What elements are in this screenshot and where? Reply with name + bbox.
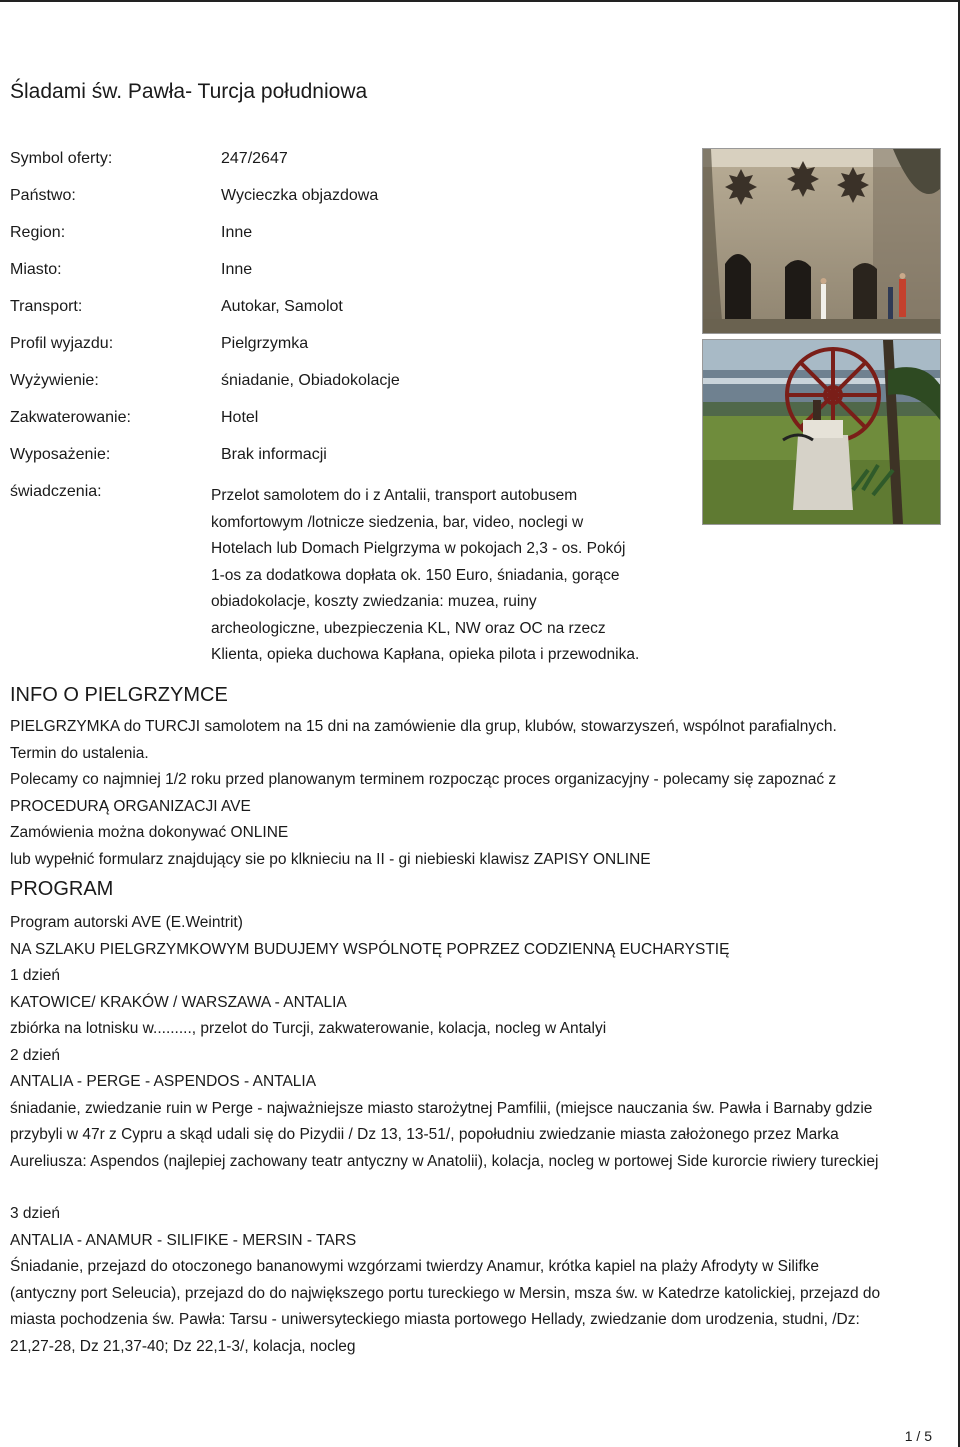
program-line: NA SZLAKU PIELGRZYMKOWYM BUDUJEMY WSPÓLNOTĘ POPRZEZ CODZIENNĄ EUCHARYSTIĘ (10, 940, 730, 958)
info-line: Termin do ustalenia. (10, 744, 149, 762)
info-line: Polecamy co najmniej 1/2 roku przed planowanym terminem rozpocząc proces organizacyjny - polecamy się zapoznać z (10, 771, 837, 788)
services-line: Hotelach lub Domach Pielgrzyma w pokojach 2,3 - os. Pokój (211, 540, 626, 557)
program-line: 2 dzień (10, 1046, 60, 1064)
info-line: PROCEDURĄ ORGANIZACJI AVE (10, 797, 251, 815)
program-line: ANTALIA - ANAMUR - SILIFIKE - MERSIN - TARS (10, 1231, 357, 1249)
services-line: obiadokolacje, koszty zwiedzania: muzea, ruiny (211, 593, 537, 610)
info-label: Transport: (10, 298, 83, 315)
services-description (211, 483, 681, 669)
program-heading: PROGRAM (10, 878, 114, 900)
info-paragraph (10, 714, 955, 873)
program-line: Aureliusza: Aspendos (najlepiej zachowany teatr antyczny w Anatolii), kolacja, nocleg w portowej Side kurorcie riwiery tureckiej (10, 1152, 879, 1170)
program-line: przybyli w 47r z Cypru a skąd udali się do Pizydii / Dz 13, 13-51/, popołudniu zwiedzanie miasta założonego przez Marka (10, 1126, 839, 1143)
info-label: Symbol oferty: (10, 150, 113, 167)
services-line: Klienta, opieka duchowa Kapłana, opieka pilota i przewodnika. (211, 646, 640, 663)
info-line: PIELGRZYMKA do TURCJI samolotem na 15 dni na zamówienie dla grup, klubów, stowarzyszeń, wspólnot parafialnych. (10, 718, 837, 735)
program-line: miasta pochodzenia św. Pawła: Tarsu - uniwersyteckiego miasta portowego Hellady, zwiedzanie dom urodzenia, studni, /Dz: (10, 1311, 860, 1328)
info-label: świadczenia: (10, 483, 102, 500)
info-label: Wyżywienie: (10, 372, 99, 389)
program-paragraph (10, 910, 955, 1175)
program-line: 3 dzień (10, 1205, 60, 1222)
program-line: Śniadanie, przejazd do otoczonego bananowymi wzgórzami twierdzy Anamur, krótka kapiel na plaży Afrodyty w Silifke (10, 1258, 819, 1275)
info-value: śniadanie, Obiadokolacje (221, 372, 400, 389)
info-value: Autokar, Samolot (221, 298, 343, 315)
info-value: Inne (221, 261, 253, 278)
info-heading: INFO O PIELGRZYMCE (10, 684, 228, 706)
page-title: Śladami św. Pawła- Turcja południowa (10, 80, 368, 103)
info-label: Wyposażenie: (10, 446, 111, 463)
church-ruins-photo (702, 148, 941, 334)
info-value: Hotel (221, 409, 259, 426)
program-line: 21,27-28, Dz 21,37-40; Dz 22,1-3/, kolacja, nocleg (10, 1337, 356, 1355)
services-line: Przelot samolotem do i z Antalii, transport autobusem (211, 487, 578, 504)
info-value: Wycieczka objazdowa (221, 187, 379, 204)
info-value: 247/2647 (221, 150, 288, 167)
info-line: lub wypełnić formularz znajdujący sie po klknieciu na II - gi niebieski klawisz ZAPISY ONLINE (10, 850, 651, 868)
program-line: zbiórka na lotnisku w........., przelot do Turcji, zakwaterowanie, kolacja, nocleg w Antalyi (10, 1020, 607, 1037)
info-label: Profil wyjazdu: (10, 335, 114, 352)
info-label: Zakwaterowanie: (10, 409, 131, 426)
services-line: komfortowym /lotnicze siedzenia, bar, video, noclegi w (211, 513, 584, 531)
page-number: 1 / 5 (904, 1428, 932, 1444)
program-line: 1 dzień (10, 967, 60, 984)
info-value: Pielgrzymka (221, 335, 309, 352)
program-line: KATOWICE/ KRAKÓW / WARSZAWA - ANTALIA (10, 993, 347, 1011)
info-line: Zamówienia można dokonywać ONLINE (10, 824, 289, 841)
water-wheel-photo (702, 339, 941, 525)
services-line: 1-os za dodatkowa dopłata ok. 150 Euro, śniadania, gorące (211, 566, 620, 584)
info-label: Państwo: (10, 187, 76, 204)
program-line: śniadanie, zwiedzanie ruin w Perge - najważniejsze miasto starożytnej Pamfilii, (miejsce nauczania św. Pawła i Barnaby gdzie (10, 1099, 873, 1117)
info-value: Inne (221, 224, 253, 241)
services-line: archeologiczne, ubezpieczenia KL, NW oraz OC na rzecz (211, 619, 606, 637)
info-value: Brak informacji (221, 446, 327, 463)
program-line: (antyczny port Seleucia), przejazd do do największego portu tureckiego w Mersin, msza św. w Katedrze katolickiej, przejazd do (10, 1284, 881, 1302)
program-line: ANTALIA - PERGE - ASPENDOS - ANTALIA (10, 1073, 317, 1090)
page-border-top (0, 0, 960, 2)
day3-paragraph (10, 1201, 955, 1360)
program-line: Program autorski AVE (E.Weintrit) (10, 914, 243, 931)
info-label: Miasto: (10, 261, 62, 278)
info-label: Region: (10, 224, 66, 241)
